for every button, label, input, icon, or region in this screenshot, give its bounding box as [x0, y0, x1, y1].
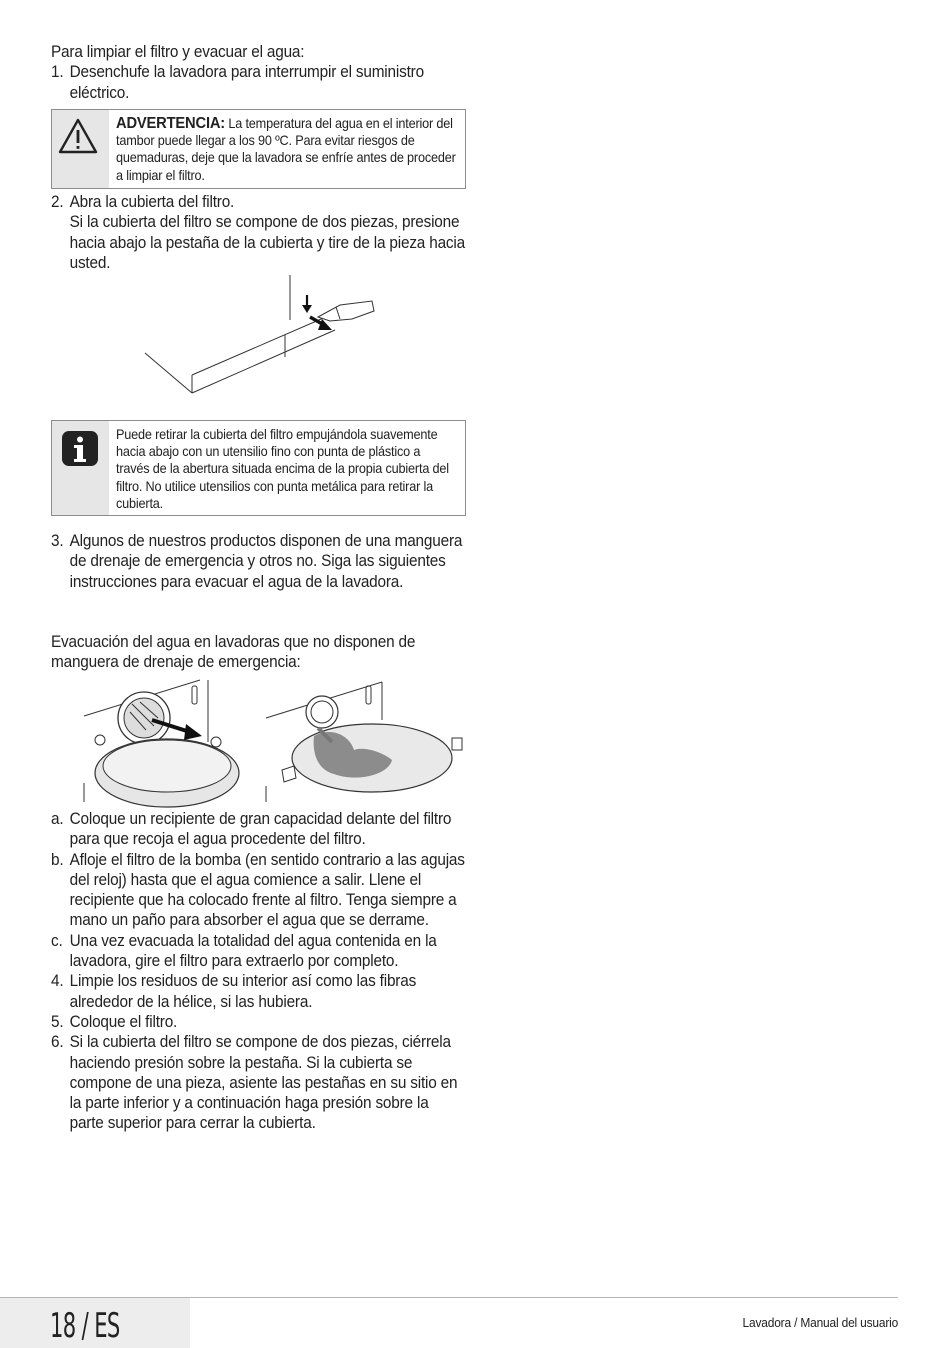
- warning-icon-cell: [52, 110, 109, 188]
- step-number: 5.: [51, 1012, 64, 1031]
- info-icon: [61, 430, 101, 468]
- warning-label: ADVERTENCIA:: [116, 115, 226, 132]
- warning-text: La temperatura del agua en el interior del tambor puede llegar a los 90 ºC. Para evitar riesgos de quemaduras, deje que la lavadora se enfríe antes de proceder a limpiar el filtro.: [116, 116, 456, 183]
- step-text: Si la cubierta del filtro se compone de dos piezas, ciérrela haciendo presión sobre la pestaña. Si la cubierta se compone de una pieza, asiente las pestañas en su sitio en la parte inferior y a continuación haga presión sobre la parte superior para cerrar la cubierta.: [69, 1033, 458, 1133]
- page-number: 18 / ES: [50, 1306, 120, 1346]
- step-number: c.: [51, 931, 63, 950]
- step-3: [51, 531, 466, 592]
- step-2-line2: Si la cubierta del filtro se compone de dos piezas, presione hacia abajo la pestaña de la cubierta y tire de la pieza hacia usted.: [69, 213, 465, 272]
- info-box: [51, 420, 466, 516]
- intro-line: Para limpiar el filtro y evacuar el agua:: [51, 43, 305, 61]
- step-2-item: [51, 192, 466, 273]
- step-3-text: Algunos de nuestros productos disponen de una manguera de drenaje de emergencia y otros no. Siga las siguientes instrucciones para evacuar el agua de la lavadora.: [69, 532, 463, 591]
- step-number: 1.: [51, 63, 64, 82]
- step-c: [51, 931, 466, 972]
- step-number: 6.: [51, 1033, 64, 1052]
- step-text: Desenchufe la lavadora para interrumpir el suministro eléctrico.: [69, 63, 424, 102]
- step-text: Una vez evacuada la totalidad del agua contenida en la lavadora, gire el filtro para extraerlo por completo.: [69, 931, 437, 971]
- step-number: 3.: [51, 532, 64, 550]
- warning-triangle-icon: [58, 118, 98, 154]
- step-2-line1: Abra la cubierta del filtro.: [69, 193, 235, 211]
- step-text: Coloque un recipiente de gran capacidad delante del filtro para que recoja el agua procedente del filtro.: [69, 810, 452, 849]
- section-heading: Evacuación del agua en lavadoras que no disponen de manguera de drenaje de emergencia:: [51, 633, 416, 672]
- step-text: Afloje el filtro de la bomba (en sentido contrario a las agujas del reloj) hasta que el agua comience a salir. Llene el recipiente que ha colocado frente al filtro. Tenga siempre a mano un paño para absorber el agua que se derrame.: [69, 850, 465, 930]
- step-3-item: [51, 531, 466, 592]
- footer-title: Lavadora / Manual del usuario: [742, 1315, 898, 1330]
- step-2: [51, 192, 466, 273]
- step-a: [51, 809, 466, 850]
- step-6: [51, 1032, 466, 1133]
- step-text: Limpie los residuos de su interior así como las fibras alrededor de la hélice, si las hubiera.: [69, 972, 417, 1011]
- info-text: Puede retirar la cubierta del filtro empujándola suavemente hacia abajo con un utensilio fino con punta de plástico a través de la abertura situada encima de la propia cubierta del filtro. No utilice utensilios con punta metálica para retirar la cubierta.: [116, 427, 449, 511]
- warning-text-block: [116, 115, 456, 184]
- step-1: [51, 62, 466, 103]
- intro-text: [51, 42, 466, 103]
- step-text: Coloque el filtro.: [69, 1012, 178, 1031]
- drain-water-illustration: [82, 678, 464, 802]
- step-number: b.: [51, 850, 64, 869]
- step-number: 4.: [51, 972, 64, 991]
- step-4: [51, 971, 466, 1012]
- warning-box: [51, 109, 466, 189]
- drain-steps-list: [51, 809, 466, 1134]
- step-b: [51, 850, 466, 931]
- info-icon-cell: [52, 421, 109, 515]
- filter-cover-illustration: [140, 275, 380, 395]
- step-number: a.: [51, 810, 64, 828]
- step-number: 2.: [51, 193, 64, 211]
- step-5: [51, 1012, 466, 1032]
